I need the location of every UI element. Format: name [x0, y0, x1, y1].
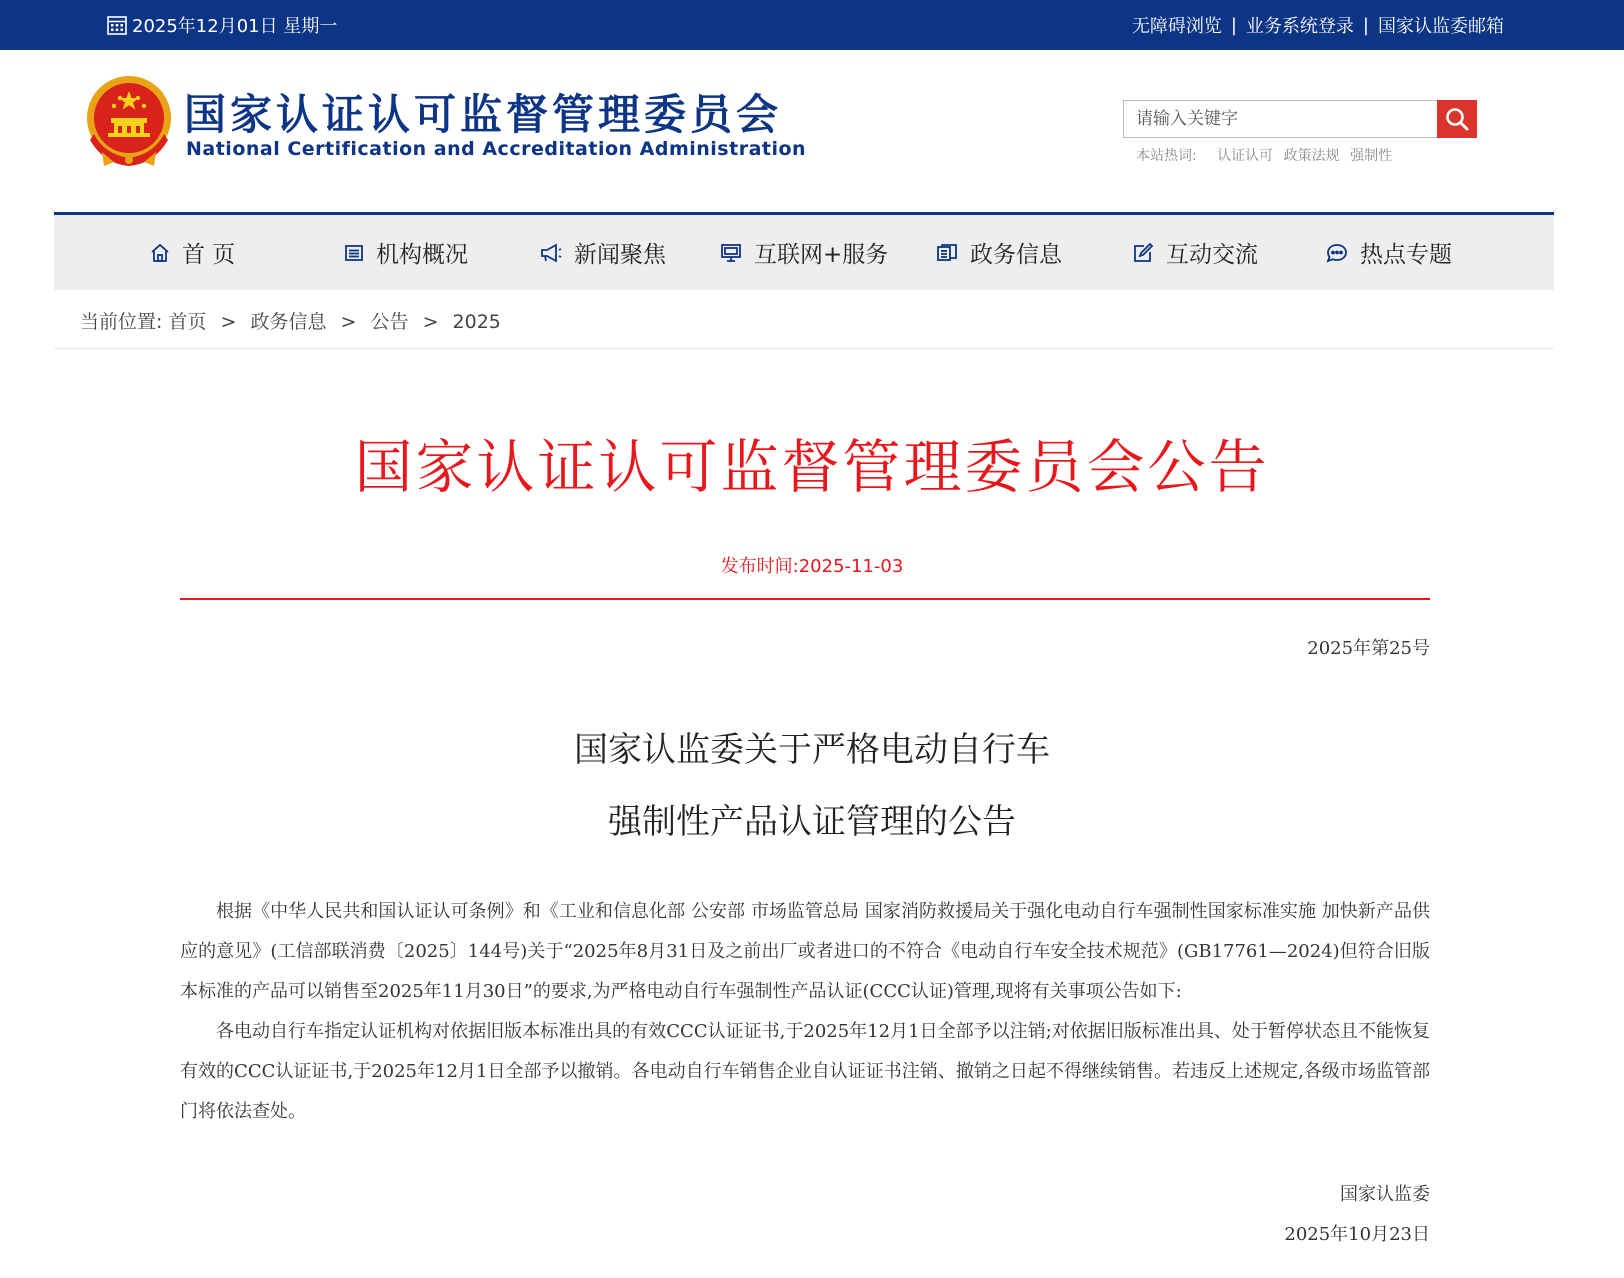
- current-date: [106, 0, 337, 50]
- title-divider: [180, 598, 1430, 600]
- top-links: [1132, 0, 1504, 50]
- accessibility-link[interactable]: 无障碍浏览: [1131, 16, 1222, 37]
- link-separator: |: [1230, 14, 1237, 36]
- document-number: 2025年第25号: [1307, 638, 1430, 659]
- article-title: 国家认证认可监督管理委员会公告: [354, 433, 1270, 501]
- search-icon: [1444, 106, 1470, 132]
- nav-label: 新闻聚焦: [574, 242, 666, 268]
- nav-item-government-info[interactable]: [936, 215, 1062, 290]
- date-text: 2025年12月01日 星期一: [132, 16, 338, 37]
- business-login-link[interactable]: 业务系统登录: [1245, 16, 1354, 37]
- nav-item-interaction[interactable]: [1132, 215, 1258, 290]
- breadcrumb-year[interactable]: 2025: [452, 311, 501, 333]
- nav-item-about[interactable]: [344, 215, 468, 290]
- main-nav: [54, 212, 1554, 290]
- hot-words: [1136, 145, 1398, 165]
- breadcrumb-prefix: 当前位置:: [80, 311, 163, 333]
- link-separator: |: [1362, 14, 1369, 36]
- document-icon: [936, 243, 958, 263]
- mailbox-link[interactable]: 国家认监委邮箱: [1378, 16, 1504, 37]
- nav-label: 互动交流: [1166, 242, 1258, 268]
- hot-word-link[interactable]: 认证认可: [1217, 148, 1274, 164]
- hot-words-label: 本站热词:: [1136, 148, 1197, 164]
- signature: 国家认监委: [1340, 1184, 1430, 1205]
- nav-label: 政务信息: [970, 242, 1062, 268]
- search-box: [1123, 100, 1477, 138]
- nav-label: 首 页: [182, 242, 236, 268]
- hot-word-link[interactable]: 政策法规: [1283, 148, 1340, 164]
- divider: [54, 348, 1554, 349]
- site-title-cn: 国家认证认可监督管理委员会: [184, 90, 783, 139]
- search-button[interactable]: [1437, 100, 1477, 138]
- breadcrumb-home[interactable]: 首页: [168, 311, 207, 333]
- home-icon: [150, 243, 170, 263]
- search-input[interactable]: [1124, 101, 1437, 137]
- nav-label: 热点专题: [1360, 242, 1452, 268]
- article-subtitle-line-1: 国家认监委关于严格电动自行车: [574, 730, 1050, 770]
- nav-item-hot-topics[interactable]: [1326, 215, 1452, 290]
- chat-icon: [1326, 243, 1348, 263]
- breadcrumb-announcements[interactable]: 公告: [370, 311, 409, 333]
- calendar-icon: [106, 14, 128, 36]
- national-emblem-logo: [84, 74, 174, 170]
- breadcrumb-government-info[interactable]: 政务信息: [250, 311, 327, 333]
- breadcrumb-separator: >: [340, 311, 357, 333]
- publish-time: 发布时间:2025-11-03: [720, 556, 904, 577]
- nav-label: 互联网+服务: [754, 242, 889, 268]
- list-icon: [344, 243, 364, 263]
- megaphone-icon: [540, 243, 562, 263]
- sign-date: 2025年10月23日: [1284, 1224, 1430, 1245]
- breadcrumb-separator: >: [220, 311, 237, 333]
- nav-label: 机构概况: [376, 242, 468, 268]
- nav-item-news[interactable]: [540, 215, 666, 290]
- article-paragraph: 根据《中华人民共和国认证认可条例》和《工业和信息化部 公安部 市场监管总局 国家消防救援局关于强化电动自行车强制性国家标准实施 加快新产品供应的意见》(工信部联消费〔2025〕144号)关于“2025年8月31日及之前出厂或者进口的不符合《电动自行车安全技术规范》(GB17761—2024)但符合旧版本标准的产品可以销售至2025年11月30日”的要求,为严格电动自行车强制性产品认证(CCC认证)管理,现将有关事项公告如下:: [180, 901, 1430, 1002]
- breadcrumb: [80, 307, 501, 334]
- article-body: [180, 892, 1430, 1132]
- edit-icon: [1132, 243, 1154, 263]
- site-title-en: National Certification and Accreditation Administration: [186, 138, 807, 160]
- nav-item-home[interactable]: [150, 215, 235, 290]
- article-paragraph: 各电动自行车指定认证机构对依据旧版本标准出具的有效CCC认证证书,于2025年12月1日全部予以注销;对依据旧版标准出具、处于暂停状态且不能恢复有效的CCC认证证书,于2025年12月1日全部予以撤销。各电动自行车销售企业自认证证书注销、撤销之日起不得继续销售。若违反上述规定,各级市场监管部门将依法查处。: [180, 1021, 1430, 1122]
- breadcrumb-separator: >: [422, 311, 439, 333]
- hot-word-link[interactable]: 强制性: [1350, 148, 1393, 164]
- article-subtitle-line-2: 强制性产品认证管理的公告: [608, 802, 1016, 842]
- monitor-icon: [720, 243, 742, 263]
- top-bar: [0, 0, 1624, 50]
- nav-item-internet-service[interactable]: [720, 215, 888, 290]
